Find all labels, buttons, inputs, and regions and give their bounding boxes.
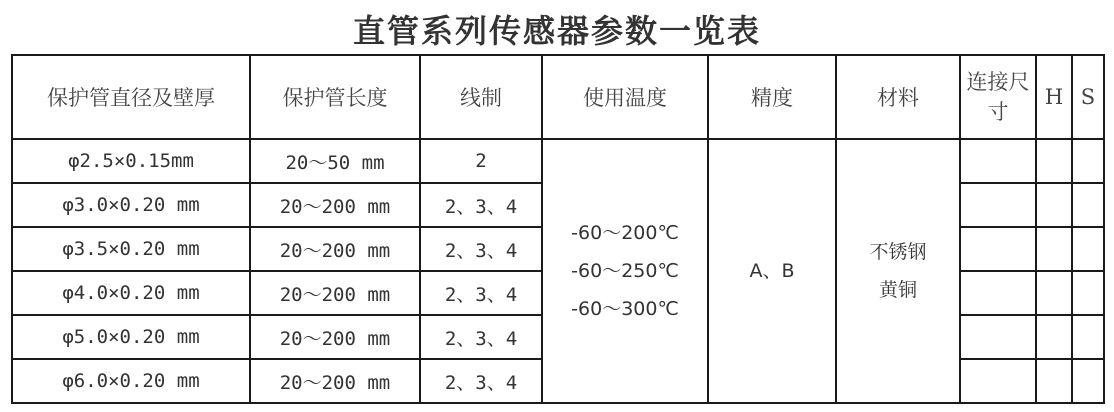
table-row <box>12 139 1104 183</box>
header-h: H <box>1036 55 1072 139</box>
cell-s <box>1072 227 1104 271</box>
parameter-table <box>11 54 1105 404</box>
cell-length: 20～200 mm <box>250 183 420 227</box>
cell-diameter: φ3.5×0.20 mm <box>12 227 250 271</box>
cell-length: 20～200 mm <box>250 315 420 359</box>
cell-wiring: 2、3、4 <box>420 183 542 227</box>
cell-connection-size <box>960 183 1036 227</box>
cell-s <box>1072 139 1104 183</box>
material-name: 黄铜 <box>878 279 917 301</box>
header-length: 保护管长度 <box>250 55 420 139</box>
header-accuracy: 精度 <box>708 55 836 139</box>
cell-diameter: φ3.0×0.20 mm <box>12 183 250 227</box>
header-s: S <box>1072 55 1104 139</box>
cell-h <box>1036 359 1072 403</box>
cell-temperature <box>542 139 708 403</box>
header-row <box>12 55 1104 139</box>
cell-length: 20～200 mm <box>250 359 420 403</box>
header-temperature: 使用温度 <box>542 55 708 139</box>
cell-length: 20～50 mm <box>250 139 420 183</box>
header-wiring: 线制 <box>420 55 542 139</box>
page-title: 直管系列传感器参数一览表 <box>352 12 761 50</box>
header-connection-size: 连接尺寸 <box>960 55 1036 139</box>
cell-wiring: 2、3、4 <box>420 227 542 271</box>
cell-wiring: 2、3、4 <box>420 271 542 315</box>
cell-diameter: φ5.0×0.20 mm <box>12 315 250 359</box>
cell-connection-size <box>960 227 1036 271</box>
cell-diameter: φ6.0×0.20 mm <box>12 359 250 403</box>
cell-diameter: φ4.0×0.20 mm <box>12 271 250 315</box>
cell-connection-size <box>960 359 1036 403</box>
cell-s <box>1072 359 1104 403</box>
cell-h <box>1036 227 1072 271</box>
cell-connection-size <box>960 271 1036 315</box>
header-diameter: 保护管直径及壁厚 <box>12 55 250 139</box>
cell-h <box>1036 139 1072 183</box>
cell-diameter: φ2.5×0.15mm <box>12 139 250 183</box>
cell-length: 20～200 mm <box>250 271 420 315</box>
cell-wiring: 2、3、4 <box>420 359 542 403</box>
cell-h <box>1036 271 1072 315</box>
cell-connection-size <box>960 315 1036 359</box>
material-name: 不锈钢 <box>869 241 927 263</box>
temperature-range: -60～200℃ <box>571 222 679 244</box>
cell-h <box>1036 315 1072 359</box>
cell-wiring: 2、3、4 <box>420 315 542 359</box>
cell-wiring: 2 <box>420 139 542 183</box>
temperature-range: -60～300℃ <box>571 298 679 320</box>
cell-accuracy: A、B <box>708 139 836 403</box>
cell-material <box>836 139 960 403</box>
header-material: 材料 <box>836 55 960 139</box>
cell-s <box>1072 315 1104 359</box>
cell-length: 20～200 mm <box>250 227 420 271</box>
cell-s <box>1072 183 1104 227</box>
cell-s <box>1072 271 1104 315</box>
temperature-range: -60～250℃ <box>571 260 679 282</box>
cell-connection-size <box>960 139 1036 183</box>
cell-h <box>1036 183 1072 227</box>
